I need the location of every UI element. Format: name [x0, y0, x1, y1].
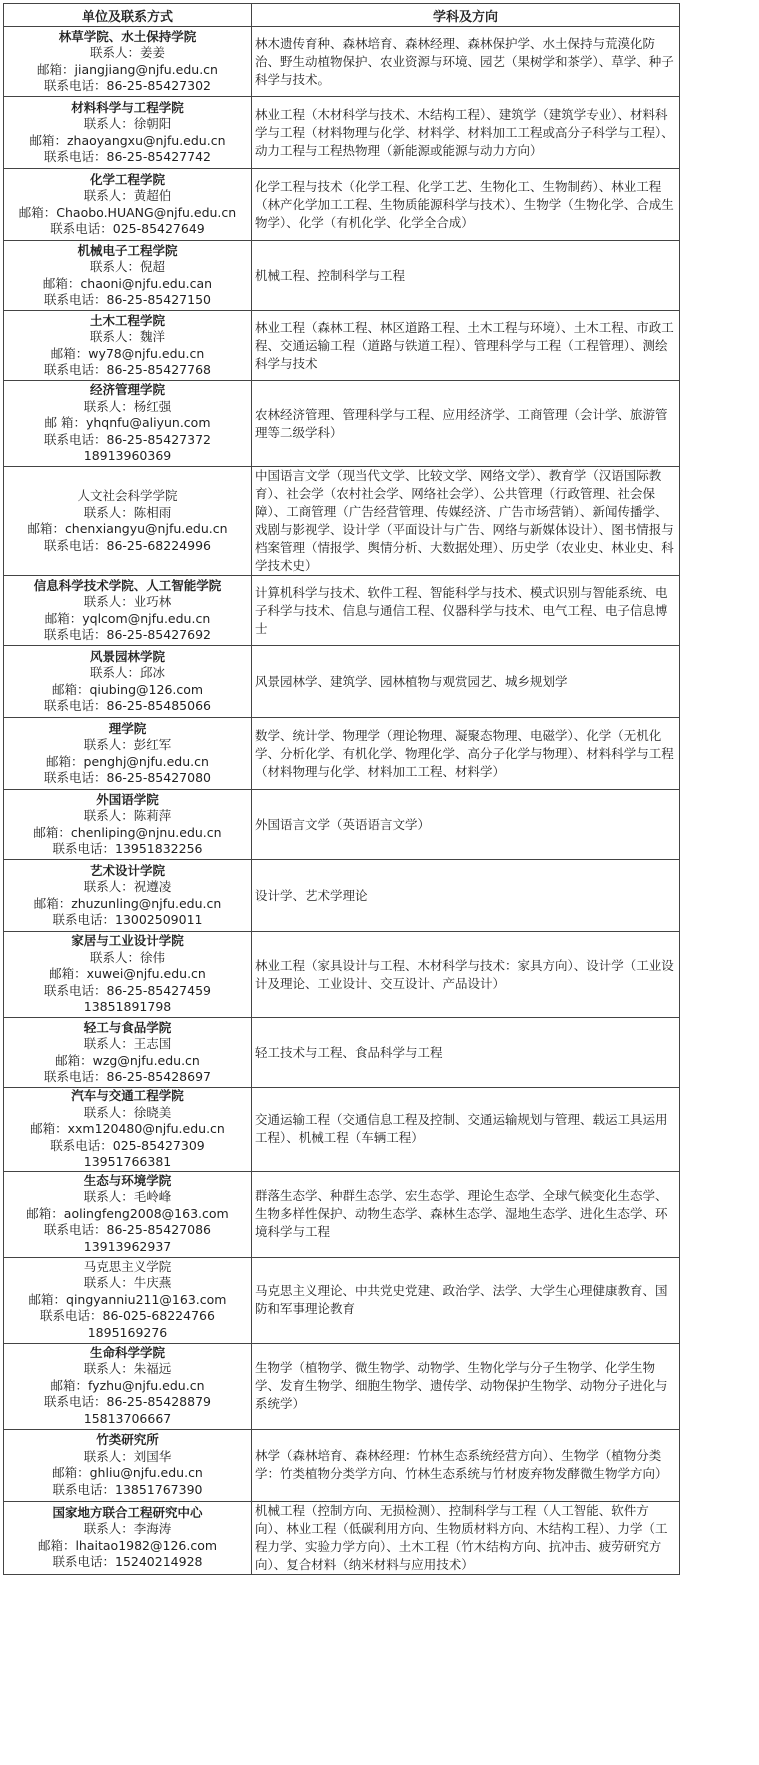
unit-name: 信息科学技术学院、人工智能学院 — [33, 577, 222, 593]
subjects-cell: 计算机科学与技术、软件工程、智能科学与技术、模式识别与智能系统、电子科学与技术、信息与通信工程、仪器科学与技术、电气工程、电子信息博士 — [252, 576, 680, 646]
contact-email: 邮箱：qiubing@126.com — [51, 681, 204, 697]
contact-person: 联系人：李海涛 — [83, 1521, 172, 1536]
table-row — [4, 467, 680, 576]
contact-mobile: 18913960369 — [83, 448, 172, 464]
table-row — [4, 1257, 680, 1343]
subjects-cell: 林木遗传育种、森林培育、森林经理、森林保护学、水土保持与荒漠化防治、野生动植物保护、农业资源与环境、园艺（果树学和茶学）、草学、种子科学与技术。 — [252, 27, 680, 97]
header-row — [4, 4, 680, 27]
contact-person: 联系人：杨红强 — [83, 398, 172, 414]
table-row — [4, 1501, 680, 1574]
contact-person: 联系人：刘国华 — [83, 1448, 172, 1464]
contact-phone: 联系电话：13002509011 — [52, 912, 203, 927]
unit-cell — [4, 27, 252, 97]
contact-mobile: 13951766381 — [83, 1154, 172, 1169]
contact-phone: 联系电话：86-25-85485066 — [44, 698, 211, 713]
unit-name: 化学工程学院 — [89, 171, 165, 187]
contact-phone: 联系电话：86-25-85427768 — [44, 362, 211, 377]
contact-email: 邮箱：lhaitao1982@126.com — [37, 1537, 218, 1553]
contact-person: 联系人：徐朝阳 — [83, 116, 172, 131]
contact-person: 联系人：毛岭峰 — [83, 1189, 172, 1205]
table-row — [4, 576, 680, 646]
contact-phone: 联系电话：025-85427309 — [50, 1137, 205, 1153]
contact-person: 联系人：倪超 — [89, 259, 165, 274]
unit-cell — [4, 718, 252, 790]
unit-cell — [4, 646, 252, 718]
unit-name: 马克思主义学院 — [83, 1258, 172, 1274]
unit-name: 家居与工业设计学院 — [71, 933, 184, 949]
contact-email: 邮箱：yqlcom@njfu.edu.cn — [44, 610, 211, 626]
contact-mobile: 13851891798 — [83, 999, 172, 1015]
table-row — [4, 1343, 680, 1429]
table-row — [4, 790, 680, 860]
contact-person: 联系人：朱福远 — [83, 1361, 172, 1377]
contact-email: 邮箱：chaoni@njfu.edu.can — [42, 275, 213, 291]
contact-email: 邮箱：ghliu@njfu.edu.cn — [52, 1465, 203, 1480]
table-row — [4, 1088, 680, 1172]
table-row — [4, 718, 680, 790]
unit-cell — [4, 311, 252, 381]
subjects-cell: 外国语言文学（英语语言文学） — [252, 790, 680, 860]
contact-person: 联系人：祝遵凌 — [83, 879, 172, 894]
unit-name: 生态与环境学院 — [83, 1172, 172, 1188]
contact-person: 联系人：王志国 — [83, 1036, 172, 1051]
subjects-cell: 数学、统计学、物理学（理论物理、凝聚态物理、电磁学）、化学（无机化学、分析化学、有机化学、物理化学、高分子化学与物理）、材料科学与工程（材料物理与化学、材料加工工程、材料学） — [252, 718, 680, 790]
table-row — [4, 241, 680, 311]
unit-name: 理学院 — [108, 720, 147, 736]
table-row — [4, 1171, 680, 1257]
table-row — [4, 646, 680, 718]
unit-cell — [4, 169, 252, 241]
unit-name: 人文社会科学学院 — [77, 488, 178, 503]
contact-mobile: 1895169276 — [87, 1324, 168, 1340]
subjects-cell: 风景园林学、建筑学、园林植物与观赏园艺、城乡规划学 — [252, 646, 680, 718]
unit-name: 生命科学学院 — [89, 1344, 165, 1360]
table-row — [4, 97, 680, 169]
contact-phone: 联系电话：86-25-85427692 — [44, 627, 211, 642]
subjects-cell: 群落生态学、种群生态学、宏生态学、理论生态学、全球气候变化生态学、生物多样性保护、动物生态学、森林生态学、湿地生态学、进化生态学、环境科学与工程 — [252, 1171, 680, 1257]
contact-phone: 联系电话：86-25-85427372 — [44, 431, 211, 447]
table-row — [4, 27, 680, 97]
contact-email: 邮箱：penghj@njfu.edu.cn — [46, 753, 209, 769]
contact-email: 邮箱：zhuzunling@njfu.edu.cn — [33, 895, 222, 911]
subjects-cell: 林业工程（木材科学与技术、木结构工程）、建筑学（建筑学专业）、材料科学与工程（材料物理与化学、材料学、材料加工工程或高分子科学与工程）、动力工程与工程热物理（新能源或能源与动力方向） — [252, 97, 680, 169]
contact-table — [3, 3, 680, 1575]
contact-person: 联系人：业巧林 — [83, 594, 172, 609]
unit-cell — [4, 381, 252, 467]
table-row — [4, 1018, 680, 1088]
unit-cell — [4, 576, 252, 646]
contact-email: 邮箱：zhaoyangxu@njfu.edu.cn — [29, 132, 226, 148]
table-row — [4, 860, 680, 932]
contact-person: 联系人：黄超伯 — [83, 188, 172, 203]
unit-name: 林草学院、水土保持学院 — [58, 28, 197, 44]
contact-phone: 联系电话：86-25-85427302 — [44, 78, 211, 93]
subjects-cell: 农林经济管理、管理科学与工程、应用经济学、工商管理（会计学、旅游管理等二级学科） — [252, 381, 680, 467]
unit-cell — [4, 932, 252, 1018]
contact-phone: 联系电话：86-25-85428879 — [44, 1394, 211, 1410]
contact-phone: 联系电话：86-025-68224766 — [40, 1308, 215, 1324]
unit-name: 外国语学院 — [96, 791, 159, 807]
header-unit: 单位及联系方式 — [4, 4, 252, 27]
table-row — [4, 932, 680, 1018]
contact-email: 邮箱：qingyanniu211@163.com — [28, 1291, 227, 1307]
subjects-cell: 林学（森林培育、森林经理：竹林生态系统经营方向）、生物学（植物分类学：竹类植物分类学方向、竹林生态系统与竹材废弃物发酵微生物学方向） — [252, 1429, 680, 1501]
contact-phone: 联系电话：86-25-68224996 — [44, 537, 211, 553]
contact-mobile: 13913962937 — [83, 1238, 172, 1254]
contact-person: 联系人：姜姜 — [89, 45, 165, 60]
subjects-cell: 林业工程（森林工程、林区道路工程、土木工程与环境）、土木工程、市政工程、交通运输工程（道路与铁道工程）、管理科学与工程（工程管理）、测绘科学与技术 — [252, 311, 680, 381]
contact-phone: 联系电话：15240214928 — [52, 1554, 203, 1569]
table-row — [4, 381, 680, 467]
unit-name: 艺术设计学院 — [89, 862, 165, 878]
unit-cell — [4, 1429, 252, 1501]
unit-cell — [4, 241, 252, 311]
unit-cell — [4, 860, 252, 932]
contact-person: 联系人：彭红军 — [83, 737, 172, 752]
contact-email: 邮箱：xuwei@njfu.edu.cn — [49, 966, 206, 982]
contact-email: 邮箱：fyzhu@njfu.edu.cn — [50, 1377, 205, 1393]
unit-name: 汽车与交通工程学院 — [71, 1088, 184, 1103]
contact-email: 邮箱：jiangjiang@njfu.edu.cn — [37, 61, 218, 77]
contact-email: 邮箱：wzg@njfu.edu.cn — [55, 1052, 200, 1068]
unit-name: 国家地方联合工程研究中心 — [52, 1504, 203, 1520]
unit-cell — [4, 1171, 252, 1257]
contact-person: 联系人：牛庆燕 — [83, 1275, 172, 1291]
subjects-cell: 生物学（植物学、微生物学、动物学、生物化学与分子生物学、化学生物学、发育生物学、细胞生物学、遗传学、动物保护生物学、动物分子进化与系统学） — [252, 1343, 680, 1429]
contact-email: 邮箱：aolingfeng2008@163.com — [26, 1205, 229, 1221]
unit-cell — [4, 467, 252, 576]
subjects-cell: 设计学、艺术学理论 — [252, 860, 680, 932]
table-row — [4, 1429, 680, 1501]
unit-name: 机械电子工程学院 — [77, 242, 178, 258]
contact-person: 联系人：陈相雨 — [83, 504, 172, 520]
contact-phone: 联系电话：86-25-85427150 — [44, 292, 211, 307]
contact-phone: 联系电话：86-25-85427080 — [44, 770, 211, 785]
unit-name: 轻工与食品学院 — [83, 1019, 172, 1035]
unit-cell — [4, 1018, 252, 1088]
unit-name: 材料科学与工程学院 — [71, 99, 184, 115]
contact-phone: 联系电话：86-25-85428697 — [44, 1069, 211, 1084]
contact-person: 联系人：魏洋 — [89, 329, 165, 344]
contact-email: 邮箱：Chaobo.HUANG@njfu.edu.cn — [18, 204, 237, 220]
contact-person: 联系人：徐伟 — [89, 949, 165, 965]
unit-name: 经济管理学院 — [89, 382, 165, 398]
contact-email: 邮箱：chenliping@njnu.edu.cn — [33, 824, 222, 840]
unit-name: 土木工程学院 — [89, 312, 165, 328]
subjects-cell: 中国语言文学（现当代文学、比较文学、网络文学）、教育学（汉语国际教育）、社会学（农村社会学、网络社会学）、公共管理（行政管理、社会保障）、工商管理（广告经营管理、传媒经济、广告市场营销）、新闻传播学、戏剧与影视学、设计学（平面设计与广告、网络与新媒体设计）、图书情报与档案管理（情报学、舆情分析、大数据处理）、历史学（农业史、林业史、科学技术史） — [252, 467, 680, 576]
subjects-cell: 交通运输工程（交通信息工程及控制、交通运输规划与管理、载运工具运用工程）、机械工程（车辆工程） — [252, 1088, 680, 1172]
header-subjects: 学科及方向 — [252, 4, 680, 27]
contact-phone: 联系电话：13851767390 — [52, 1481, 203, 1497]
unit-cell — [4, 1343, 252, 1429]
unit-name: 竹类研究所 — [96, 1432, 159, 1447]
contact-email: 邮 箱：yhqnfu@aliyun.com — [44, 415, 211, 431]
contact-phone: 联系电话：86-25-85427459 — [44, 982, 211, 998]
subjects-cell: 马克思主义理论、中共党史党建、政治学、法学、大学生心理健康教育、国防和军事理论教育 — [252, 1257, 680, 1343]
unit-cell — [4, 1257, 252, 1343]
table-row — [4, 311, 680, 381]
contact-email: 邮箱：chenxiangyu@njfu.edu.cn — [27, 521, 228, 536]
unit-cell — [4, 1501, 252, 1574]
contact-phone: 联系电话：86-25-85427742 — [44, 149, 211, 164]
contact-email: 邮箱：wy78@njfu.edu.cn — [50, 345, 205, 361]
contact-person: 联系人：陈莉萍 — [83, 808, 172, 823]
subjects-cell: 林业工程（家具设计与工程、木材科学与技术：家具方向）、设计学（工业设计及理论、工业设计、交互设计、产品设计） — [252, 932, 680, 1018]
subjects-cell: 化学工程与技术（化学工程、化学工艺、生物化工、生物制药）、林业工程（林产化学加工工程、生物质能源科学与技术）、生物学（生物化学、合成生物学）、化学（有机化学、化学全合成） — [252, 169, 680, 241]
contact-phone: 联系电话：86-25-85427086 — [44, 1222, 211, 1238]
table-body — [4, 27, 680, 1575]
unit-name: 风景园林学院 — [89, 648, 165, 664]
subjects-cell: 机械工程（控制方向、无损检测）、控制科学与工程（人工智能、软件方向）、林业工程（低碳利用方向、生物质材料方向、木结构工程）、力学（工程力学、实验力学方向）、土木工程（竹木结构方向、抗冲击、疲劳研究方向）、复合材料（纳米材料与应用技术） — [252, 1501, 680, 1574]
contact-mobile: 15813706667 — [83, 1410, 172, 1426]
contact-email: 邮箱：xxm120480@njfu.edu.cn — [30, 1121, 225, 1136]
unit-cell — [4, 1088, 252, 1172]
table-row — [4, 169, 680, 241]
unit-cell — [4, 97, 252, 169]
contact-phone: 联系电话：025-85427649 — [50, 221, 205, 236]
unit-cell — [4, 790, 252, 860]
contact-person: 联系人：徐晓美 — [83, 1104, 172, 1120]
subjects-cell: 轻工技术与工程、食品科学与工程 — [252, 1018, 680, 1088]
subjects-cell: 机械工程、控制科学与工程 — [252, 241, 680, 311]
contact-phone: 联系电话：13951832256 — [52, 841, 203, 856]
contact-person: 联系人：邱冰 — [89, 665, 165, 680]
